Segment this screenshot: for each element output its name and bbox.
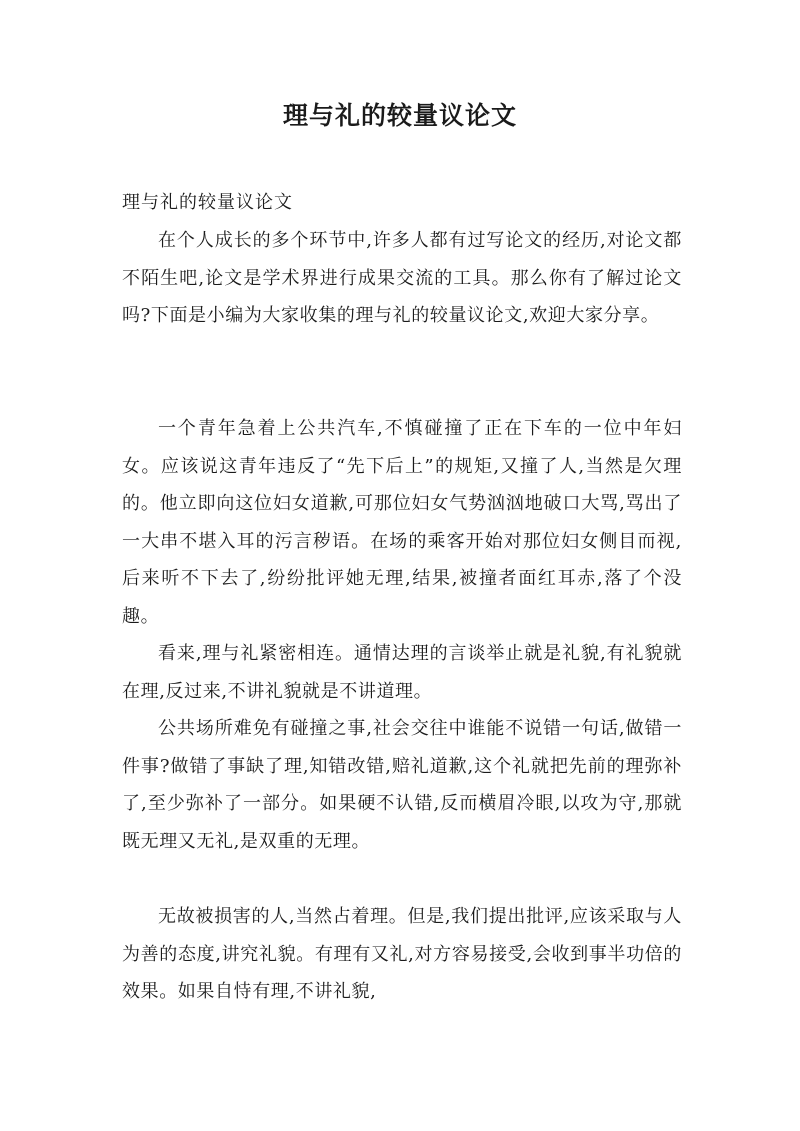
paragraph-intro: 在个人成长的多个环节中,许多人都有过写论文的经历,对论文都不陌生吧,论文是学术界进行成果交流的工具。那么你有了解过论文吗?下面是小编为大家收集的理与礼的较量议论文,欢迎大家分享。: [122, 230, 682, 326]
document-title: 理与礼的较量议论文: [282, 101, 517, 130]
paragraph-criticism: 无故被损害的人,当然占着理。但是,我们提出批评,应该采取与人为善的态度,讲究礼貌。有理有又礼,对方容易接受,会收到事半功倍的效果。如果自恃有理,不讲礼貌,: [122, 906, 682, 1002]
document-subtitle: 理与礼的较量议论文: [122, 192, 293, 213]
paragraph-reason-courtesy: 看来,理与礼紧密相连。通情达理的言谈举止就是礼貌,有礼貌就在理,反过来,不讲礼貌就是不讲道理。: [122, 643, 682, 702]
paragraph-bus-story: 一个青年急着上公共汽车,不慎碰撞了正在下车的一位中年妇女。应该说这青年违反了“先下后上”的规矩,又撞了人,当然是欠理的。他立即向这位妇女道歉,可那位妇女气势汹汹地破口大骂,骂出了一大串不堪入耳的污言秽语。在场的乘客开始对那位妇女侧目而视,后来听不下去了,纷纷批评她无理,结果,被撞者面红耳赤,落了个没趣。: [122, 418, 682, 627]
paragraph-public-places: 公共场所难免有碰撞之事,社会交往中谁能不说错一句话,做错一件事?做错了事缺了理,知错改错,赔礼道歉,这个礼就把先前的理弥补了,至少弥补了一部分。如果硬不认错,反而横眉冷眼,以攻为守,那就既无理又无礼,是双重的无理。: [122, 718, 682, 852]
